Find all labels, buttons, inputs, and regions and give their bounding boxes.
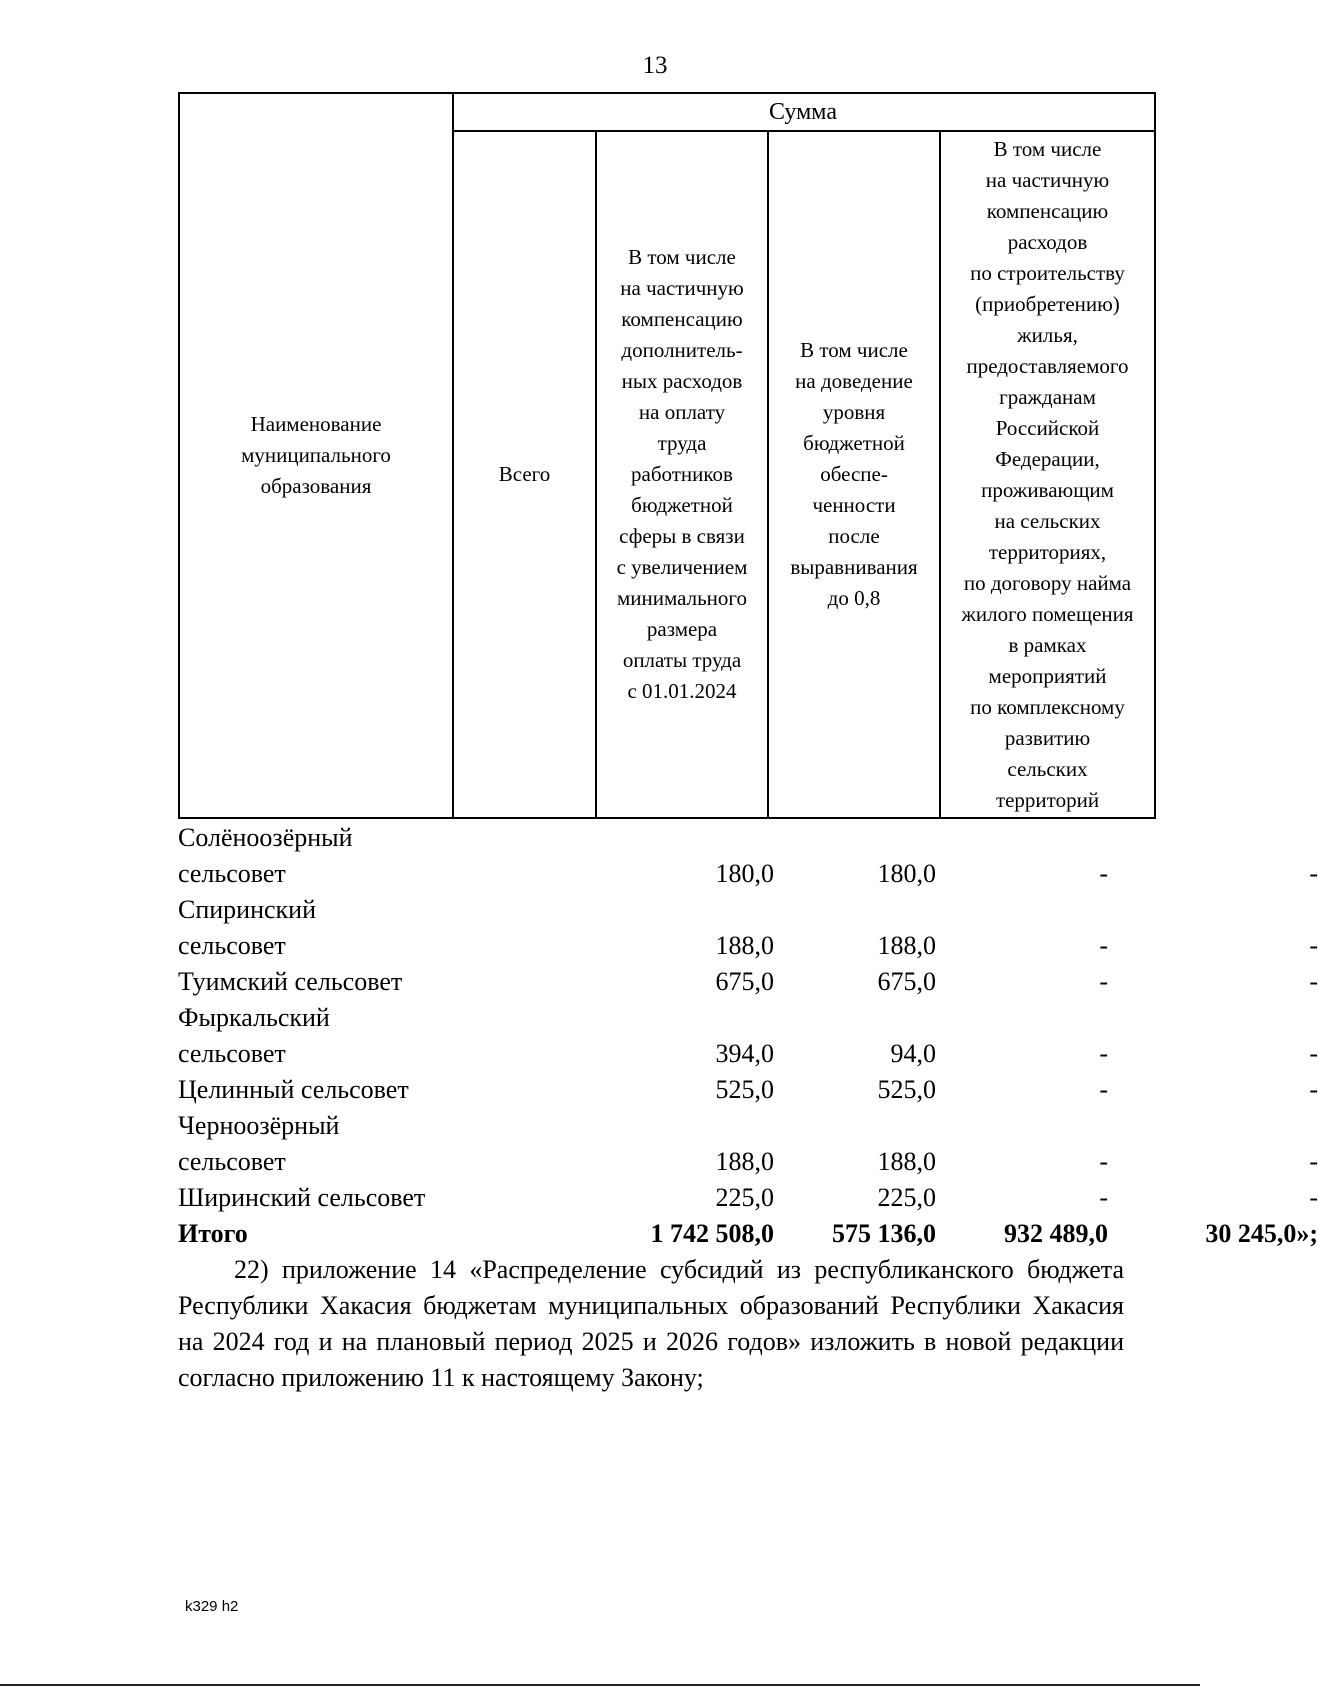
table-row bbox=[178, 964, 1318, 1000]
cell-total: 525,0 bbox=[715, 1075, 774, 1104]
cell-housing: - bbox=[1309, 859, 1318, 888]
cell-equalization: - bbox=[1099, 1039, 1108, 1068]
cell-mrot: 188,0 bbox=[877, 931, 936, 960]
cell-total: 188,0 bbox=[715, 931, 774, 960]
table-row bbox=[178, 892, 1318, 964]
total-row bbox=[178, 1216, 1318, 1252]
cell-total: 675,0 bbox=[715, 967, 774, 996]
cell-housing: - bbox=[1309, 931, 1318, 960]
header-housing: В том числе на частичную компенсацию расходов по строительству (приобретению) жилья, предоставляемого гражданам Российской Федерации, проживающим на сельских территориях, по договору найма жилого помещения в рамках мероприятий по комплексному развитию сельских территорий bbox=[961, 136, 1134, 812]
row-name: Целинный сельсовет bbox=[178, 1075, 409, 1104]
table-row bbox=[178, 1180, 1318, 1216]
cell-housing: - bbox=[1309, 1075, 1318, 1104]
cell-mrot: 225,0 bbox=[877, 1183, 936, 1212]
document-code: k329 h2 bbox=[185, 1598, 239, 1615]
page-number: 13 bbox=[642, 52, 668, 79]
total-label: Итого bbox=[178, 1219, 248, 1248]
cell-equalization: - bbox=[1099, 859, 1108, 888]
cell-equalization: - bbox=[1099, 967, 1108, 996]
cell-total: 188,0 bbox=[715, 1147, 774, 1176]
table-header bbox=[178, 92, 1156, 819]
cell-mrot: 188,0 bbox=[877, 1147, 936, 1176]
cell-equalization: - bbox=[1099, 931, 1108, 960]
table-row bbox=[178, 820, 1318, 892]
cell-mrot: 180,0 bbox=[877, 859, 936, 888]
header-equalization: В том числе на доведение уровня бюджетной обеспе- ченности после выравнивания до 0,8 bbox=[790, 338, 918, 610]
row-name: Солёноозёрный сельсовет bbox=[178, 823, 353, 888]
row-name: Туимский сельсовет bbox=[178, 967, 403, 996]
row-name: Фыркальский сельсовет bbox=[178, 1003, 330, 1068]
cell-mrot: 675,0 bbox=[877, 967, 936, 996]
cell-total: 225,0 bbox=[715, 1183, 774, 1212]
cell-housing: - bbox=[1309, 1147, 1318, 1176]
row-name: Ширинский сельсовет bbox=[178, 1183, 426, 1212]
cell-housing: - bbox=[1309, 967, 1318, 996]
amendment-paragraph bbox=[178, 1252, 1124, 1396]
total-mrot: 575 136,0 bbox=[832, 1219, 936, 1248]
total-housing: 30 245,0»; bbox=[1205, 1219, 1318, 1248]
table-row bbox=[178, 1108, 1318, 1180]
cell-mrot: 525,0 bbox=[877, 1075, 936, 1104]
table-row bbox=[178, 1000, 1318, 1072]
total-all: 1 742 508,0 bbox=[650, 1219, 774, 1248]
cell-equalization: - bbox=[1099, 1183, 1108, 1212]
total-equalization: 932 489,0 bbox=[1004, 1219, 1108, 1248]
cell-housing: - bbox=[1309, 1039, 1318, 1068]
header-mrot: В том числе на частичную компенсацию дополнитель- ных расходов на оплату труда работников бюджетной сферы в связи с увеличением минимального размера оплаты труда с 01.01.2024 bbox=[616, 245, 748, 703]
paragraph-text: 22) приложение 14 «Распределение субсидий из республиканского бюджета Республики Хакасия бюджетам муниципальных образований Республики Хакасия на 2024 год и на плановый период 2025 и 2026 годов» изложить в новой редакции согласно приложению 11 к настоящему Закону; bbox=[178, 1255, 1124, 1392]
cell-equalization: - bbox=[1099, 1075, 1108, 1104]
cell-housing: - bbox=[1309, 1183, 1318, 1212]
cell-mrot: 94,0 bbox=[890, 1039, 936, 1068]
cell-total: 180,0 bbox=[715, 859, 774, 888]
header-total: Всего bbox=[498, 462, 551, 486]
cell-total: 394,0 bbox=[715, 1039, 774, 1068]
row-name: Спиринский сельсовет bbox=[178, 895, 316, 960]
header-sum-group: Сумма bbox=[769, 99, 837, 125]
header-municipality: Наименование муниципального образования bbox=[241, 412, 391, 498]
row-name: Черноозёрный сельсовет bbox=[178, 1111, 340, 1176]
table-row bbox=[178, 1072, 1318, 1108]
table-body bbox=[178, 820, 1318, 1252]
cell-equalization: - bbox=[1099, 1147, 1108, 1176]
